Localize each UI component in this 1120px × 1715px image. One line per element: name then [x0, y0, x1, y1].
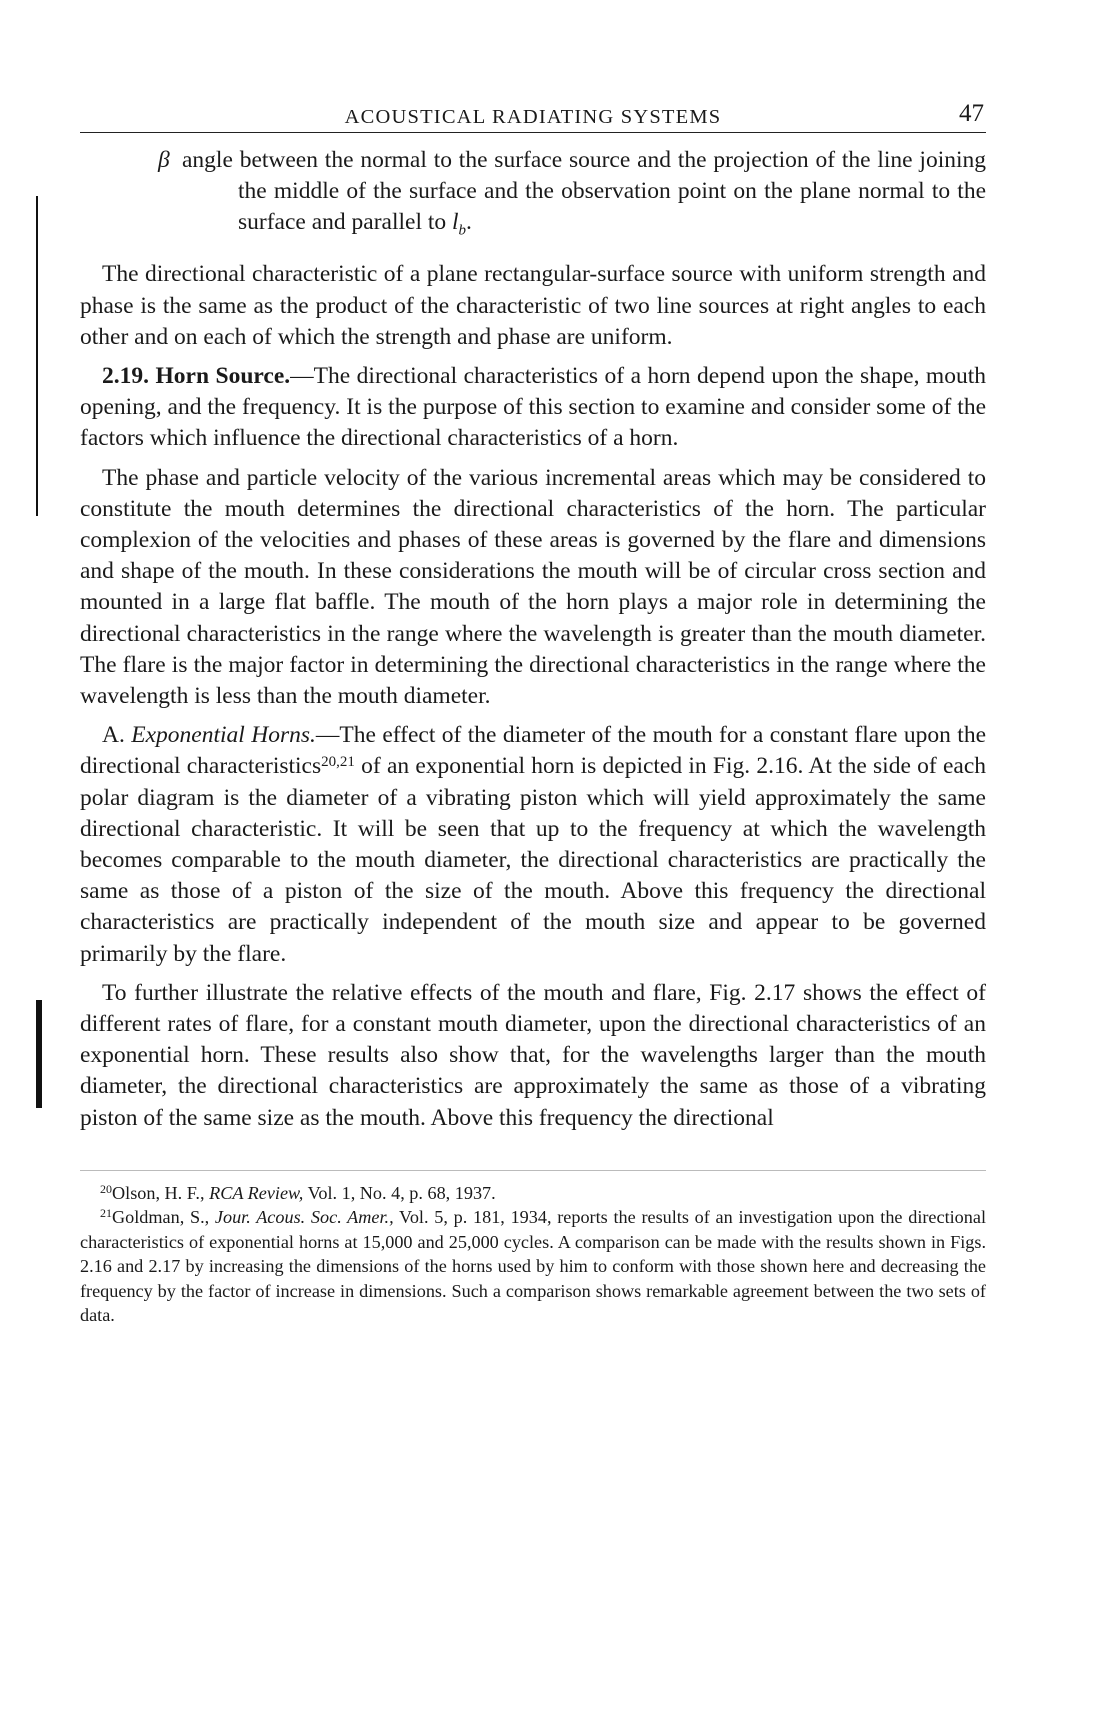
paragraph-horn-source: [80, 361, 986, 455]
running-title: ACOUSTICAL RADIATING SYSTEMS: [344, 106, 722, 128]
page-number: 47: [959, 100, 984, 127]
footnote-20-number: 20: [100, 1181, 112, 1196]
definition-text: [182, 145, 986, 247]
footnote-20-details: Vol. 1, No. 4, p. 68, 1937.: [303, 1182, 496, 1203]
footnotes: [80, 1181, 986, 1328]
revision-bar-bottom: [36, 1000, 42, 1108]
section-heading-horn-source: 2.19. Horn Source.: [102, 362, 291, 389]
footnote-20-journal: RCA Review,: [209, 1182, 304, 1203]
footnote-21-details: Vol. 5, p. 181, 1934, reports the results of an investigation upon the directional characteristics of exponential horns at 15,000 and 25,000 cycles. A comparison can be made with the results shown in Figs. 2.16 and 2.17 by increasing the dimensions of the horns used by him to conform with those shown here and decreasing the frequency by the factor of increase in dimensions. Such a comparison shows remarkable agreement between the two sets of data.: [80, 1207, 986, 1326]
definition-var-sub: b: [458, 223, 467, 240]
subsection-label: A.: [102, 722, 132, 749]
footnote-20-author: Olson, H. F.,: [112, 1182, 210, 1203]
subsection-heading-exponential-horns: Exponential Horns.: [131, 722, 316, 749]
beta-symbol: β: [158, 147, 170, 173]
footnote-20: [80, 1181, 986, 1206]
paragraph-exponential-horns: [80, 720, 986, 970]
running-header: [80, 96, 986, 133]
definition-end: .: [466, 209, 472, 236]
footnote-21-number: 21: [100, 1206, 112, 1221]
footnote-21: [80, 1205, 986, 1328]
paragraph-mouth-flare: The phase and particle velocity of the various incremental areas which may be considered to constitute the mouth determines the directional characteristics of the horn. The particular complexion of the velocities and phases of these areas is governed by the flare and dimensions and shape of the mouth. In these considerations the mouth will be of circular cross section and mounted in a large flat baffle. The mouth of the horn plays a major role in determining the directional characteristics in the range where the wavelength is greater than the mouth diameter. The flare is the major factor in determining the directional characteristics in the range where the wavelength is less than the mouth diameter.: [80, 464, 986, 709]
definition-body: angle between the normal to the surface source and the projection of the line joining the middle of the surface and the observation point on the plane normal to the surface and parallel to: [182, 147, 986, 236]
footnote-21-author: Goldman, S.,: [112, 1207, 215, 1228]
footnote-ref-20-21: 20,21: [321, 754, 355, 771]
horn-source-text: —The directional characteristics of a horn depend upon the shape, mouth opening, and the frequency. It is the purpose of this section to examine and consider some of the factors which influence the directional characteristics of a horn.: [80, 362, 986, 452]
paragraph-flare-effect: To further illustrate the relative effects of the mouth and flare, Fig. 2.17 shows the effect of different rates of flare, for a constant mouth diameter, upon the directional characteristics of an exponential horn. These results also show that, for the wavelengths larger than the mouth diameter, the directional characteristics are approximately the same as those of a vibrating piston of the same size as the mouth. Above this frequency the directional: [80, 979, 986, 1131]
paragraph-rectangular-source: The directional characteristic of a plane rectangular-surface source with uniform strength and phase is the same as the product of the characteristic of two line sources at right angles to each other and on each of which the strength and phase are uniform.: [80, 261, 986, 350]
definition-var: l: [452, 209, 459, 236]
page: [80, 96, 986, 1328]
symbol-definition: [158, 145, 986, 247]
revision-bar-top: [36, 196, 38, 516]
footnote-21-journal: Jour. Acous. Soc. Amer.,: [214, 1207, 394, 1228]
footnote-rule: [80, 1170, 986, 1171]
exponential-text-a: —The effect of the diameter of the mouth for a constant flare upon the directional characteristics: [80, 722, 986, 780]
exponential-text-b: of an exponential horn is depicted in Fig. 2.16. At the side of each polar diagram is the diameter of a vibrating piston which will yield approximately the same directional characteristic. It will be seen that up to the frequency at which the wavelength becomes comparable to the mouth diameter, the directional characteristics are practically the same as those of a piston of the size of the mouth. Above this frequency the directional characteristics are practically independent of the mouth size and appear to be governed primarily by the flare.: [80, 753, 986, 967]
